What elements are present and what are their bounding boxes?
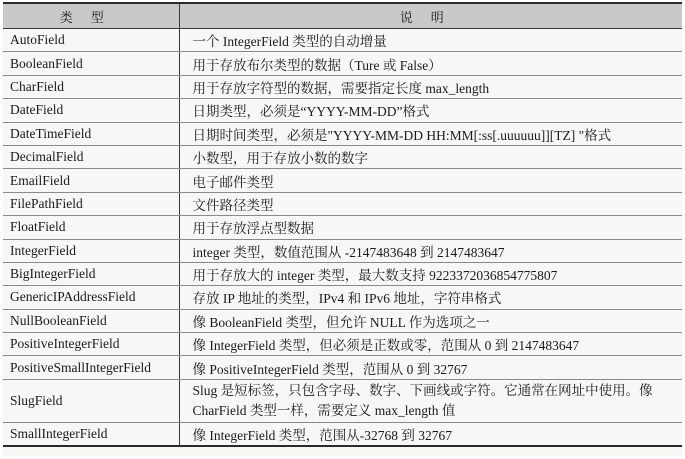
table-row <box>3 192 682 215</box>
table-row <box>3 216 682 239</box>
field-types-table <box>3 2 682 447</box>
field-name: PositiveIntegerField <box>3 333 179 356</box>
field-description: 像 IntegerField 类型，范围从-32768 到 32767 <box>192 428 452 444</box>
field-description: 一个 IntegerField 类型的自动增量 <box>179 29 682 52</box>
field-description: 像 BooleanField 类型，但允许 NULL 作为选项之一 <box>179 309 682 332</box>
table-row <box>3 309 682 332</box>
table-row <box>3 286 682 309</box>
field-name: BigIntegerField <box>3 262 179 285</box>
table-row <box>3 99 682 122</box>
field-name: AutoField <box>3 29 179 52</box>
field-name: DateField <box>3 99 179 122</box>
field-description: 小数型，用于存放小数的数字 <box>179 145 682 168</box>
field-description: integer 类型，数值范围从 -2147483648 到 2147483647 <box>179 239 682 262</box>
field-name: CharField <box>3 75 179 98</box>
field-name: PositiveSmallIntegerField <box>3 356 179 379</box>
field-description: 电子邮件类型 <box>179 169 682 192</box>
column-header-type: 类型 <box>3 3 179 29</box>
table-row <box>3 262 682 285</box>
field-description: 文件路径类型 <box>179 192 682 215</box>
field-description: 日期时间类型，必须是"YYYY-MM-DD HH:MM[:ss[.uuuuuu]][TZ] "格式 <box>179 122 682 145</box>
field-name: FilePathField <box>3 192 179 215</box>
field-name: NullBooleanField <box>3 309 179 332</box>
field-name: GenericIPAddressField <box>3 286 179 309</box>
table-row <box>3 75 682 98</box>
table-row <box>3 169 682 192</box>
table-row <box>3 356 682 379</box>
field-description: Slug 是短标签，只包含字母、数字、下画线或字符。它通常在网址中使用。像 CharField 类型一样，需要定义 max_length 值 <box>179 379 682 422</box>
field-name: DecimalField <box>3 145 179 168</box>
field-description: 像 PositiveIntegerField 类型，范围从 0 到 32767 <box>179 356 682 379</box>
field-name: SlugField <box>3 379 179 422</box>
field-description: 像 IntegerField 类型，但必须是正数或零，范围从 0 到 2147483647 <box>179 333 682 356</box>
table-row <box>3 145 682 168</box>
table-row <box>3 422 682 446</box>
field-name: SmallIntegerField <box>3 422 179 446</box>
field-name: DateTimeField <box>3 122 179 145</box>
table-row <box>3 29 682 52</box>
field-description: 用于存放布尔类型的数据（Ture 或 False） <box>179 52 682 75</box>
field-description: 存放 IP 地址的类型，IPv4 和 IPv6 地址，字符串格式 <box>179 286 682 309</box>
table-row <box>3 379 682 422</box>
table-row <box>3 239 682 262</box>
field-description: 用于存放字符型的数据，需要指定长度 max_length <box>179 75 682 98</box>
table-row <box>3 122 682 145</box>
field-name: BooleanField <box>3 52 179 75</box>
field-description: 日期类型，必须是“YYYY-MM-DD”格式 <box>179 99 682 122</box>
field-description: 用于存放浮点型数据 <box>179 216 682 239</box>
column-header-description: 说明 <box>179 3 682 29</box>
table-row <box>3 52 682 75</box>
page <box>3 2 682 456</box>
field-description: 用于存放大的 integer 类型，最大数支持 9223372036854775807 <box>179 262 682 285</box>
table-header-row <box>3 3 682 29</box>
field-name: EmailField <box>3 169 179 192</box>
field-name: FloatField <box>3 216 179 239</box>
table-row <box>3 333 682 356</box>
field-name: IntegerField <box>3 239 179 262</box>
